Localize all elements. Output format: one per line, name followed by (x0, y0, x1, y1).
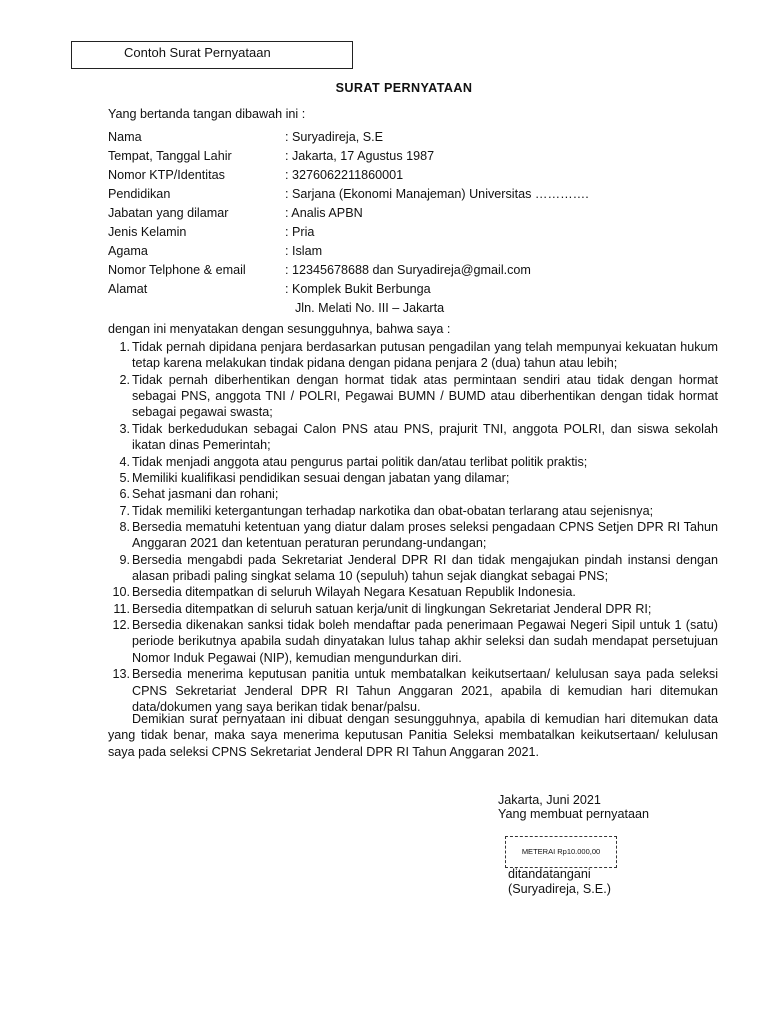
list-item (108, 421, 718, 454)
field-label: Agama (108, 244, 148, 258)
field-row (108, 205, 668, 224)
field-row (108, 224, 668, 243)
list-item (108, 601, 718, 617)
list-item-text: Memiliki kualifikasi pendidikan sesuai dengan jabatan yang dilamar; (132, 470, 510, 485)
field-row (108, 129, 668, 148)
list-item-text: Bersedia mengabdi pada Sekretariat Jenderal DPR RI dan tidak mengajukan pindah instansi dengan alasan pribadi paling singkat selama 10 (sepuluh) tahun sejak diangkat sebagai PNS; (132, 552, 718, 584)
field-value: : 3276062211860001 (285, 168, 404, 182)
list-item-text: Tidak menjadi anggota atau pengurus partai politik dan/atau terlibat politik praktis; (132, 454, 588, 469)
list-item (108, 552, 718, 585)
list-item-number: 2. (119, 372, 130, 387)
list-item-number: 7. (119, 503, 130, 518)
list-item (108, 486, 718, 502)
document-title: SURAT PERNYATAAN (335, 81, 473, 95)
field-row (108, 186, 668, 205)
header-box-label: Contoh Surat Pernyataan (124, 45, 271, 60)
list-item-text: Bersedia mematuhi ketentuan yang diatur dalam proses seleksi pengadaan CPNS Setjen DPR RI Tahun Anggaran 2021 dan ketentuan peraturan perundang-undangan; (132, 519, 718, 551)
list-item (108, 470, 718, 486)
list-item-number: 12. (112, 618, 130, 633)
list-item-text: Tidak pernah dipidana penjara berdasarkan putusan pengadilan yang telah mempunyai kekuatan hukum tetap karena melakukan tindak pidana dengan pidana penjara 2 (dua) tahun atau lebih; (132, 340, 718, 371)
list-item (108, 617, 718, 666)
list-item (108, 584, 718, 600)
field-value: : Suryadireja, S.E (285, 130, 383, 144)
field-row (108, 243, 668, 262)
list-item-text: Bersedia dikenakan sanksi tidak boleh mendaftar pada penerimaan Pegawai Negeri Sipil untuk 1 (satu) periode berikutnya apabila sudah dinyatakan lulus tahap akhir seleksi dan sudah mendapat persetujuan Nomor Induk Pegawai (NIP), kemudian mengundurkan diri. (132, 618, 718, 665)
list-item-number: 8. (119, 519, 130, 534)
list-item (108, 519, 718, 552)
list-item-number: 10. (112, 585, 130, 600)
list-item-number: 9. (119, 552, 130, 567)
field-label: Jenis Kelamin (108, 225, 187, 239)
meterai-stamp (505, 836, 617, 868)
header-box (71, 41, 353, 69)
signature-city-date: Jakarta, Juni 2021 (498, 793, 601, 807)
signature-status: ditandatangani (508, 867, 591, 881)
list-item-text: Bersedia ditempatkan di seluruh Wilayah Negara Kesatuan Republik Indonesia. (132, 585, 576, 600)
list-item-text: Bersedia ditempatkan di seluruh satuan kerja/unit di lingkungan Sekretariat Jenderal DPR RI; (132, 601, 652, 616)
list-item (108, 454, 718, 470)
field-value: : Pria (285, 225, 315, 239)
signature-name: (Suryadireja, S.E.) (508, 882, 611, 896)
field-value: : Islam (285, 244, 323, 258)
list-item-number: 4. (119, 454, 130, 469)
field-row (108, 167, 668, 186)
list-item-text: Tidak berkedudukan sebagai Calon PNS atau PNS, prajurit TNI, anggota POLRI, dan siswa sekolah ikatan dinas Pemerintah; (132, 421, 718, 453)
list-item-number: 11. (113, 601, 130, 616)
address-line-2: Jln. Melati No. III – Jakarta (295, 301, 445, 315)
identity-fields (108, 129, 668, 300)
field-label: Nama (108, 130, 142, 144)
field-label: Jabatan yang dilamar (108, 206, 229, 220)
list-item-text: Tidak memiliki ketergantungan terhadap narkotika dan obat-obatan terlarang atau sejenisnya; (132, 503, 654, 518)
field-row (108, 148, 668, 167)
field-row (108, 281, 668, 300)
list-item-number: 5. (119, 470, 130, 485)
closing-paragraph: Demikian surat pernyataan ini dibuat dengan sesungguhnya, apabila di kemudian hari ditemukan data yang tidak benar, maka saya menerima keputusan Panitia Seleksi membatalkan keikutsertaan/ kelulusan saya pada seleksi CPNS Sekretariat Jenderal DPR RI Tahun Anggaran 2021. (108, 712, 718, 759)
intro-text: Yang bertanda tangan dibawah ini : (108, 107, 306, 121)
list-item-text: Bersedia menerima keputusan panitia untuk membatalkan keikutsertaan/ kelulusan saya pada seleksi CPNS Sekretariat Jenderal DPR RI Tahun Anggaran 2021, apabila di kemudian hari ditemukan data/dokumen yang saya berikan tidak benar/palsu. (132, 667, 718, 714)
statement-list (108, 339, 718, 715)
list-item (108, 372, 718, 421)
field-row (108, 262, 668, 281)
field-value: : 12345678688 dan Suryadireja@gmail.com (285, 263, 531, 277)
field-label: Nomor Telphone & email (108, 263, 246, 277)
field-label: Nomor KTP/Identitas (108, 168, 225, 182)
list-item-number: 6. (119, 487, 130, 502)
field-value: : Sarjana (Ekonomi Manajeman) Universitas …………. (285, 187, 589, 201)
field-value: : Jakarta, 17 Agustus 1987 (285, 149, 435, 163)
list-item (108, 666, 718, 715)
field-label: Tempat, Tanggal Lahir (108, 149, 232, 163)
signature-maker: Yang membuat pernyataan (498, 807, 649, 821)
list-item-text: Tidak pernah diberhentikan dengan hormat tidak atas permintaan sendiri atau tidak dengan hormat sebagai PNS, anggota TNI / POLRI, Pegawai BUMN / BUMD atau diberhentikan dengan tidak hormat sebagai pegawai swasta; (132, 372, 718, 420)
list-item-number: 3. (119, 421, 130, 436)
field-label: Pendidikan (108, 187, 171, 201)
list-item-text: Sehat jasmani dan rohani; (132, 487, 279, 502)
field-value: : Komplek Bukit Berbunga (285, 282, 431, 296)
list-item-number: 1. (119, 340, 130, 354)
list-item (108, 339, 718, 372)
list-item-number: 13. (112, 667, 130, 682)
meterai-label: METERAI Rp10.000,00 (521, 847, 601, 857)
declaration-intro: dengan ini menyatakan dengan sesungguhnya, bahwa saya : (108, 322, 451, 336)
field-label: Alamat (108, 282, 148, 296)
list-item (108, 503, 718, 519)
field-value: : Analis APBN (285, 206, 363, 220)
